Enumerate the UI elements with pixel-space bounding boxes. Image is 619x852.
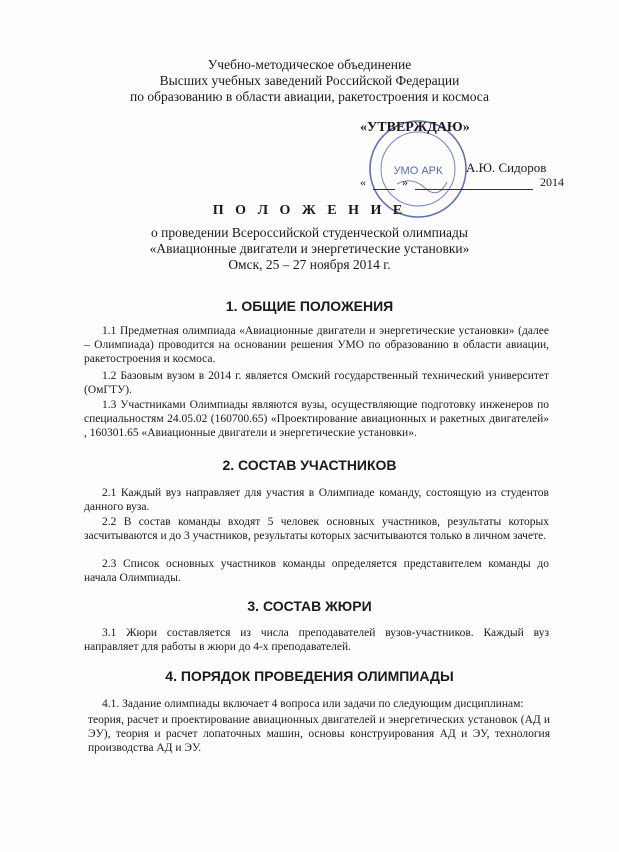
paragraph-2-1: 2.1 Каждый вуз направляет для участия в Олимпиаде команду, состоящую из студентов данного вуза. (84, 487, 549, 513)
date-close-quote: » (402, 175, 408, 189)
section-heading-2: 2. СОСТАВ УЧАСТНИКОВ (222, 457, 397, 473)
approval-signatory: А.Ю. Сидоров (466, 160, 547, 175)
date-year: 2014 (540, 175, 564, 189)
paragraph-1-3: 1.3 Участниками Олимпиады являются вузы, осуществляющие подготовку инженеров по специальностям 24.05.02 (160700.65) «Проектирование авиационных и ракетных двигателей» , 160301.65 «Авиационные двигатели и энергетические установки». (84, 399, 549, 439)
date-month-line (415, 178, 533, 190)
date-open-quote: « (360, 175, 366, 189)
paragraph-2-3: 2.3 Список основных участников команды определяется представителем команды до начала Олимпиады. (84, 558, 549, 584)
paragraph-4-1: 4.1. Задание олимпиады включает 4 вопроса или задачи по следующим дисциплинам: (102, 698, 524, 710)
subtitle-line-3: Омск, 25 – 27 ноября 2014 г. (228, 257, 391, 272)
header-line-2: Высших учебных заведений Российской Федерации (159, 73, 460, 88)
subtitle-line-2: «Авиационные двигатели и энергетические установки» (149, 241, 470, 256)
document-title: П О Л О Ж Е Н И Е (212, 203, 407, 218)
section-heading-1: 1. ОБЩИЕ ПОЛОЖЕНИЯ (225, 298, 394, 314)
paragraph-2-2: 2.2 В состав команды входят 5 человек основных участников, результаты которых засчитываются и до 3 участников, результаты которых засчитываются только в личном зачете. (84, 516, 549, 542)
stamp-text: УМО АРК (393, 165, 443, 177)
section-heading-3: 3. СОСТАВ ЖЮРИ (247, 598, 372, 614)
paragraph-1-1: 1.1 Предметная олимпиада «Авиационные двигатели и энергетические установки» (далее – Олимпиада) проводится на основании решения УМО по образованию в области авиации, ракетостроения и космоса. (84, 325, 549, 365)
section-heading-4: 4. ПОРЯДОК ПРОВЕДЕНИЯ ОЛИМПИАДЫ (165, 668, 454, 684)
subtitle-line-1: о проведении Всероссийской студенческой олимпиады (151, 225, 468, 240)
header-line-3: по образованию в области авиации, ракетостроения и космоса (130, 89, 489, 104)
approval-title: «УТВЕРЖДАЮ» (360, 120, 470, 135)
date-day-line (373, 178, 395, 190)
paragraph-4-1-list: теория, расчет и проектирование авиационных двигателей и энергетических установок (АД и ЭУ), теория и расчет лопаточных машин, основы конструирования АД и ЭУ, технология производства АД и ЭУ. (88, 714, 550, 754)
paragraph-1-2: 1.2 Базовым вузом в 2014 г. является Омский государственный технический университет (ОмГТУ). (84, 370, 549, 396)
approval-date (360, 175, 590, 190)
paragraph-3-1: 3.1 Жюри составляется из числа преподавателей вузов-участников. Каждый вуз направляет для работы в жюри до 4-х преподавателей. (84, 627, 549, 653)
header-line-1: Учебно-методическое объединение (207, 57, 412, 72)
